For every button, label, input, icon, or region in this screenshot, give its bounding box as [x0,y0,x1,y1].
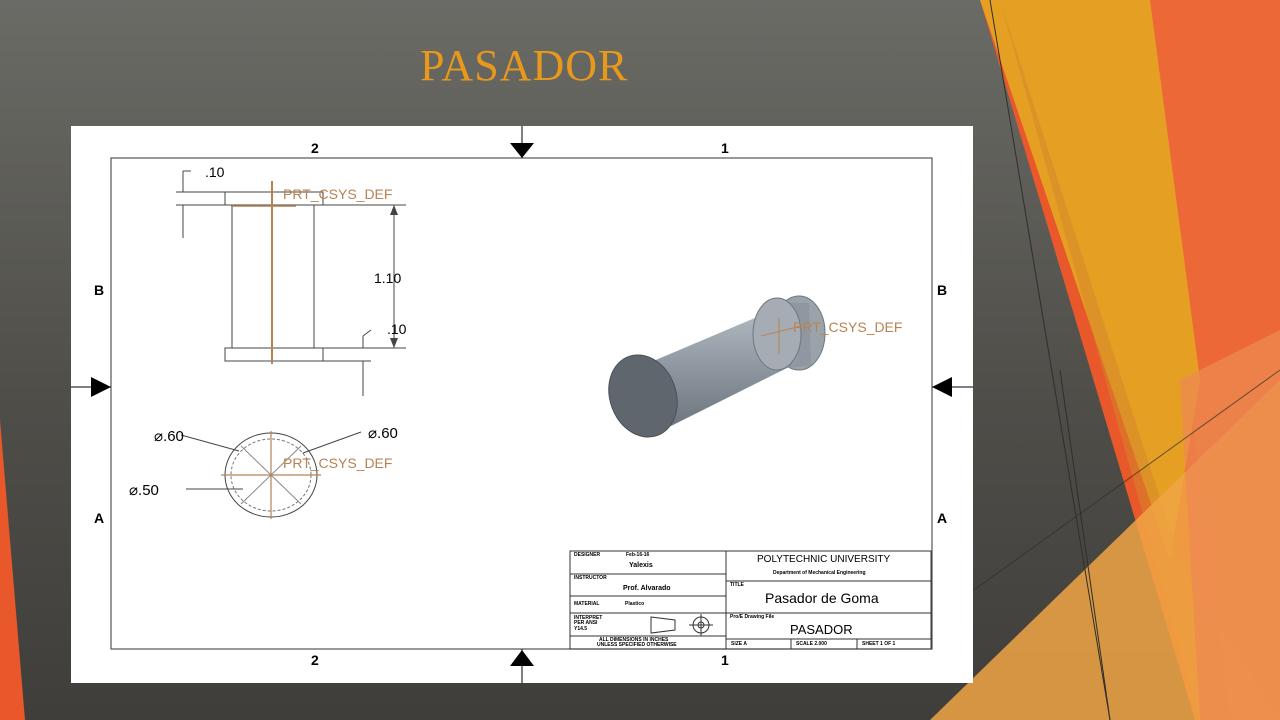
interpret-line-2: PER ANSI [574,620,598,626]
zone-row-a-left: A [94,510,105,526]
designer-name: Yalexis [629,562,653,569]
sheet-number: SHEET 1 OF 1 [862,641,896,647]
notes-line-1: ALL DIMENSIONS IN INCHES [599,637,669,643]
dim-top-thickness: .10 [205,164,225,180]
file-label: Pro/E Drawing File [730,614,775,620]
department-name: Department of Mechanical Engineering [773,570,866,576]
zone-col-2-bottom: 2 [311,652,319,668]
dim-dia-right-upper: ⌀.60 [368,425,398,442]
sheet-size: SIZE A [731,641,747,647]
material-value: Plastico [625,601,645,607]
dim-bottom-thickness: .10 [387,321,407,337]
left-center-arrow [91,377,111,397]
file-name: PASADOR [790,622,853,637]
instructor-label: INSTRUCTOR [574,575,607,581]
bottom-center-arrow [510,650,534,666]
csys-label-iso: PRT_CSYS_DEF [793,319,903,335]
dim-length: 1.10 [374,270,402,286]
dim-dia-left-lower: ⌀.50 [129,482,159,499]
zone-row-b-left: B [94,282,105,298]
instructor-name: Prof. Alvarado [623,585,671,592]
interpret-line-1: INTERPRET [574,615,603,621]
notes-line-2: UNLESS SPECIFIED OTHERWISE [597,642,677,648]
title-label: TITLE [730,582,744,588]
sheet-scale: SCALE 2.000 [796,641,827,647]
zone-row-b-right: B [937,282,948,298]
zone-col-1-top: 1 [721,140,729,156]
right-center-arrow [932,377,952,397]
university-name: POLYTECHNIC UNIVERSITY [757,554,891,565]
top-view [181,431,361,519]
engineering-drawing [71,126,973,683]
csys-label-top: PRT_CSYS_DEF [283,455,393,471]
front-view [176,171,406,396]
designer-label: DESIGNER [574,552,601,558]
dim-dia-left-upper: ⌀.60 [154,428,184,445]
interpret-line-3: Y14.5 [574,626,588,632]
slide-title: PASADOR [420,41,629,90]
isometric-view [598,296,825,447]
csys-label-front: PRT_CSYS_DEF [283,186,393,202]
zone-col-2-top: 2 [311,140,319,156]
designer-date: Feb-16-16 [626,552,650,558]
zone-row-a-right: A [937,510,948,526]
drawing-title: Pasador de Goma [765,590,879,606]
top-center-arrow [510,143,534,158]
material-label: MATERIAL [574,601,600,607]
zone-col-1-bottom: 1 [721,652,729,668]
